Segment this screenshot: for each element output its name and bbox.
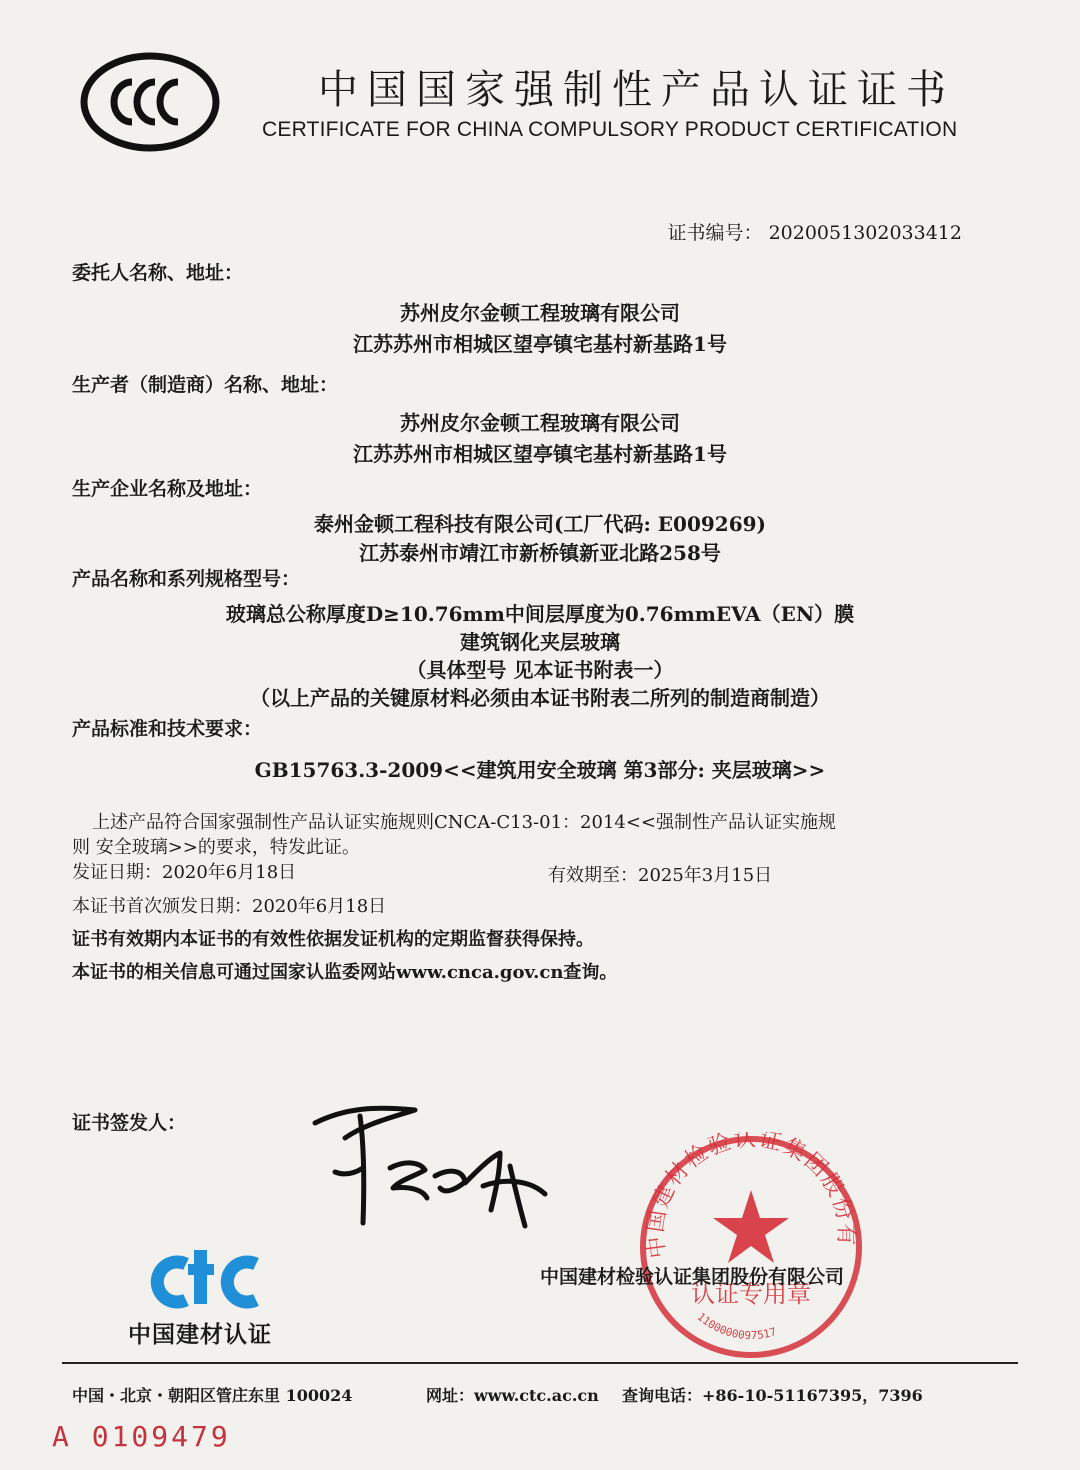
- svg-text:中国建材检验认证集团股份有限公司: 中国建材检验认证集团股份有: [643, 1132, 859, 1260]
- ccc-logo: [80, 52, 220, 156]
- certificate-title-en: CERTIFICATE FOR CHINA COMPULSORY PRODUCT CERTIFICATION: [262, 118, 958, 141]
- seal-star-icon: [636, 1132, 866, 1362]
- official-seal: [636, 1132, 866, 1366]
- footer-address: 中国・北京・朝阳区管庄东里 100024: [72, 1386, 353, 1405]
- ctc-name: 中国建材认证: [128, 1322, 272, 1348]
- issue-date: 发证日期：2020年6月18日: [72, 862, 297, 883]
- statement-line-2: 则 安全玻璃>>的要求，特发此证。: [72, 837, 360, 858]
- product-line-3: （具体型号 见本证书附表一）: [406, 658, 674, 682]
- validity-note: 证书有效期内本证书的有效性依据发证机构的定期监督获得保持。: [72, 929, 594, 950]
- applicant-label: 委托人名称、地址：: [72, 262, 244, 284]
- manufacturer-name: 苏州皮尔金顿工程玻璃有限公司: [400, 411, 680, 435]
- footer-phone: 查询电话：+86-10-51167395，7396: [622, 1386, 923, 1405]
- footer-divider: [62, 1362, 1018, 1364]
- standard-value: GB15763.3-2009<<建筑用安全玻璃 第3部分: 夹层玻璃>>: [254, 758, 826, 782]
- svg-text:认证专用章: 认证专用章: [691, 1280, 811, 1308]
- product-line-4: （以上产品的关键原材料必须由本证书附表二所列的制造商制造）: [250, 686, 830, 710]
- applicant-name: 苏州皮尔金顿工程玻璃有限公司: [400, 301, 680, 325]
- certificate-number: 证书编号： 2020051302033412: [667, 222, 962, 244]
- certificate-title-cn: 中国国家强制性产品认证证书: [318, 67, 955, 113]
- manufacturer-label: 生产者（制造商）名称、地址：: [72, 374, 339, 396]
- valid-until-date: 有效期至：2025年3月15日: [548, 865, 773, 886]
- footer-website: 网址：www.ctc.ac.cn: [426, 1386, 599, 1405]
- product-label: 产品名称和系列规格型号：: [72, 568, 301, 590]
- issuer-organization: 中国建材检验认证集团股份有限公司: [540, 1266, 845, 1288]
- standard-label: 产品标准和技术要求：: [72, 718, 263, 740]
- factory-label: 生产企业名称及地址：: [72, 478, 263, 500]
- applicant-address: 江苏苏州市相城区望亭镇宅基村新基路1号: [353, 332, 727, 356]
- svg-text:CCC: CCC: [80, 52, 83, 53]
- ccc-logo-icon: [80, 52, 220, 152]
- svg-text:1100000097517: 1100000097517: [694, 1310, 778, 1343]
- handwritten-signature: [305, 1098, 565, 1242]
- factory-name: 泰州金顿工程科技有限公司(工厂代码: E009269): [313, 512, 766, 536]
- statement-line-1: 上述产品符合国家强制性产品认证实施规则CNCA-C13-01：2014<<强制性产品认证实施规: [92, 812, 837, 833]
- product-line-1: 玻璃总公称厚度D≥10.76mm中间层厚度为0.76mmEVA（EN）膜: [225, 602, 855, 626]
- manufacturer-address: 江苏苏州市相城区望亭镇宅基村新基路1号: [353, 442, 727, 466]
- first-issue-date: 本证书首次颁发日期：2020年6月18日: [72, 896, 387, 917]
- serial-number: A 0109479: [52, 1420, 231, 1453]
- product-line-2: 建筑钢化夹层玻璃: [460, 630, 620, 654]
- lookup-note: 本证书的相关信息可通过国家认监委网站www.cnca.gov.cn查询。: [72, 962, 618, 983]
- ctc-logo-icon: [148, 1242, 268, 1312]
- signature-label: 证书签发人：: [72, 1112, 187, 1134]
- ctc-logo: [148, 1242, 268, 1316]
- factory-address: 江苏泰州市靖江市新桥镇新亚北路258号: [359, 541, 721, 565]
